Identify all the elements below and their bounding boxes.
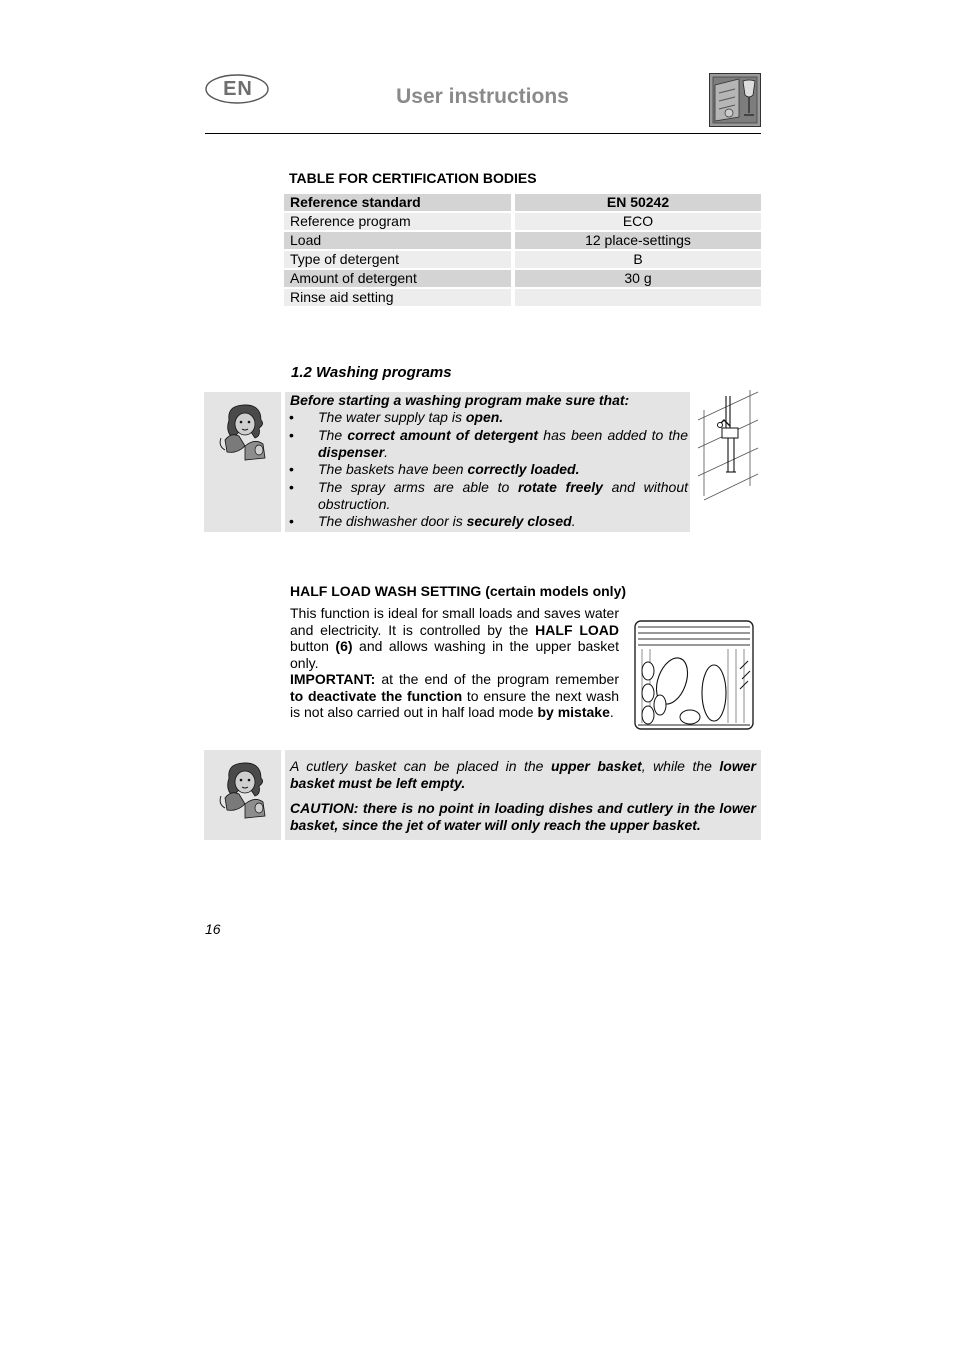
dish-basket-illustration [632,619,756,731]
table-cell-value [515,289,761,306]
table-cell-label: Load [284,232,511,249]
table-row [284,213,761,230]
woman-thinking-icon [215,760,271,820]
table-row [284,289,761,306]
table-cell-label: Rinse aid setting [284,289,511,306]
page-number: 16 [205,921,221,937]
header-divider [205,133,761,134]
checklist [289,409,688,531]
table-cell-label: Reference standard [284,194,511,211]
table-cell-value: EN 50242 [515,194,761,211]
list-item: • The spray arms are able to rotate freely and without obstruction. [289,478,689,512]
page-title: User instructions [396,85,569,108]
table-cell-value: ECO [515,213,761,230]
table-cell-value: B [515,251,761,268]
table-cell-label: Type of detergent [284,251,511,268]
table-cell-label: Amount of detergent [284,270,511,287]
list-item: • The baskets have been correctly loaded. [289,461,580,477]
list-item: • The dishwasher door is securely closed. [289,513,576,529]
half-load-title: HALF LOAD WASH SETTING (certain models only) [290,583,627,599]
water-tap-illustration [696,390,760,502]
half-load-description: This function is ideal for small loads and saves water and electricity. It is controlled by the HALF LOAD button (6) and allows washing in the upper basket only. IMPORTANT: at the end of the program remember to deactivate the function to ensure the next wash is not also carried out in half load mode by mistake. [290,605,619,720]
certification-table [284,192,761,308]
caution-paragraph: CAUTION: there is no point in loading dishes and cutlery in the lower basket, since the jet of water will only reach the upper basket. [290,800,756,833]
table-cell-label: Reference program [284,213,511,230]
list-item: • The water supply tap is open. [289,409,504,425]
cert-table-title: TABLE FOR CERTIFICATION BODIES [289,170,537,186]
woman-thinking-icon [215,402,271,462]
list-item: • The correct amount of detergent has been added to the dispenser. [289,426,689,460]
language-badge: EN [223,78,253,100]
table-row [284,270,761,287]
table-row [284,194,761,211]
table-row [284,251,761,268]
dishwasher-glass-icon [709,73,761,127]
note-text [290,758,756,842]
table-cell-value: 30 g [515,270,761,287]
note-paragraph: A cutlery basket can be placed in the upper basket, while the lower basket must be left empty. [290,758,756,791]
section-title: 1.2 Washing programs [291,364,452,381]
table-cell-value: 12 place-settings [515,232,761,249]
note-heading: Before starting a washing program make sure that: [290,392,630,408]
table-row [284,232,761,249]
